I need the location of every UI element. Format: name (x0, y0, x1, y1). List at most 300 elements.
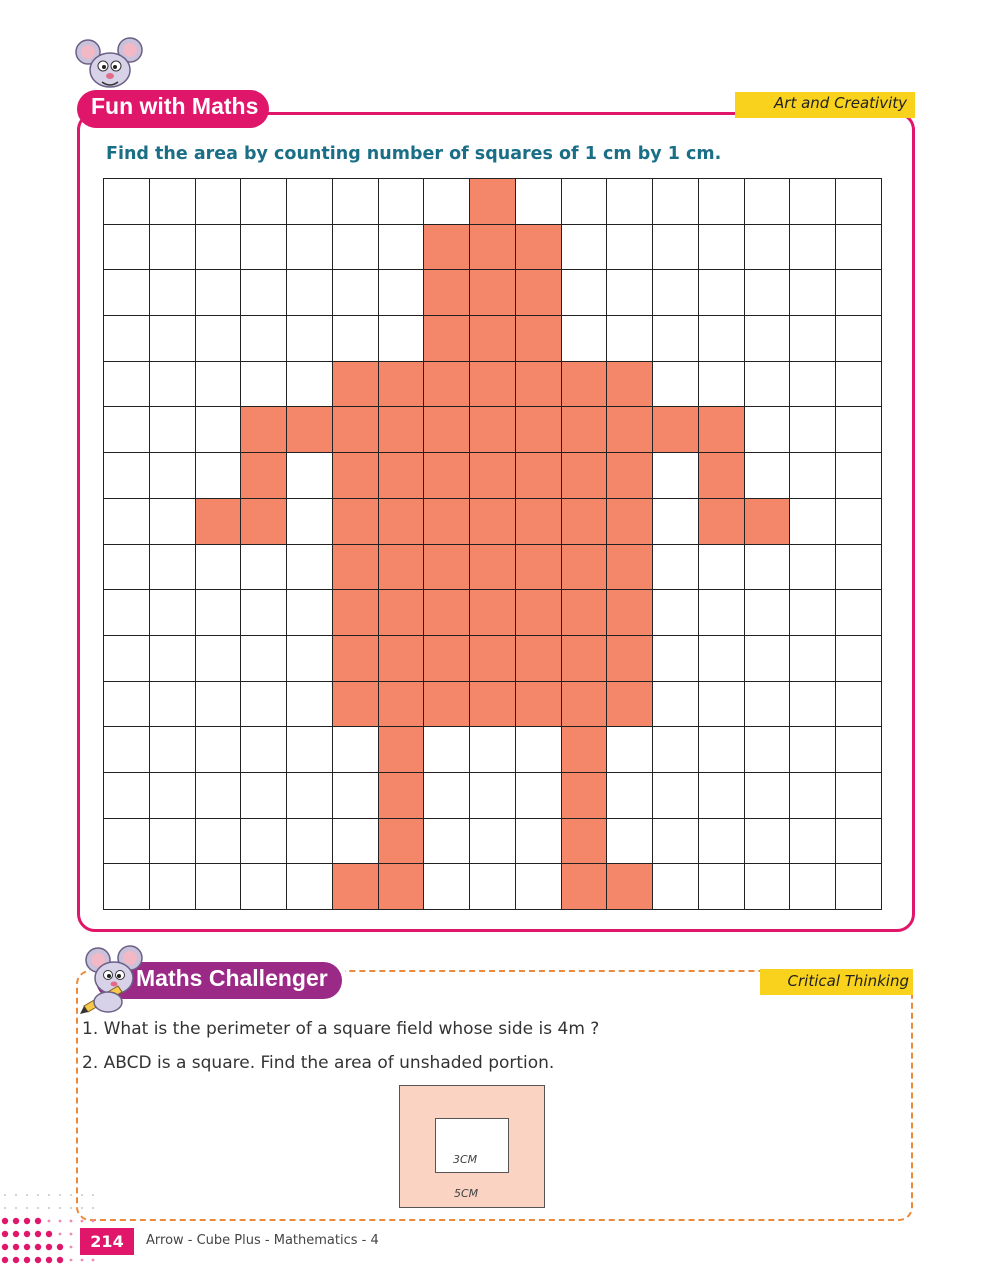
grid-cell (287, 179, 333, 225)
shaded-grid-cell (516, 316, 562, 362)
shaded-grid-cell (333, 682, 379, 728)
grid-cell (241, 682, 287, 728)
shaded-grid-cell (379, 727, 425, 773)
grid-cell (653, 682, 699, 728)
shaded-grid-cell (745, 499, 791, 545)
shaded-grid-cell (562, 727, 608, 773)
grid-cell (562, 179, 608, 225)
grid-cell (607, 316, 653, 362)
grid-cell (699, 819, 745, 865)
grid-cell (196, 316, 242, 362)
grid-cell (287, 819, 333, 865)
grid-cell (104, 316, 150, 362)
shaded-grid-cell (470, 453, 516, 499)
grid-cell (424, 864, 470, 910)
grid-cell (790, 362, 836, 408)
shaded-grid-cell (424, 225, 470, 271)
grid-cell (653, 179, 699, 225)
ch-tag-text: Critical Thinking (787, 972, 909, 990)
decor-dot (37, 1207, 39, 1209)
grid-cell (516, 864, 562, 910)
shaded-grid-cell (333, 636, 379, 682)
outer-square-label: 5CM (454, 1187, 479, 1200)
decor-dot (4, 1194, 6, 1196)
shaded-grid-cell (379, 590, 425, 636)
grid-cell (699, 590, 745, 636)
grid-cell (745, 179, 791, 225)
grid-cell (790, 316, 836, 362)
grid-cell (562, 316, 608, 362)
shaded-grid-cell (516, 362, 562, 408)
grid-cell (424, 727, 470, 773)
mouse-mascot-icon (74, 36, 144, 96)
shaded-grid-cell (333, 453, 379, 499)
shaded-grid-cell (607, 407, 653, 453)
grid-cell (150, 270, 196, 316)
shaded-grid-cell (379, 636, 425, 682)
shaded-grid-cell (241, 453, 287, 499)
decor-dot (35, 1231, 41, 1237)
decor-dot (81, 1194, 83, 1196)
decor-dot (59, 1207, 61, 1209)
grid-cell (653, 545, 699, 591)
shaded-grid-cell (333, 407, 379, 453)
shaded-grid-cell (379, 545, 425, 591)
decor-dot (46, 1231, 52, 1237)
decor-dot (2, 1257, 8, 1263)
grid-cell (287, 225, 333, 271)
shaded-grid-cell (470, 316, 516, 362)
grid-cell (790, 773, 836, 819)
grid-cell (836, 864, 882, 910)
grid-cell (836, 316, 882, 362)
decor-dot (15, 1194, 17, 1196)
decor-dot (81, 1259, 84, 1262)
grid-cell (653, 773, 699, 819)
grid-cell (333, 819, 379, 865)
grid-cell (104, 453, 150, 499)
grid-cell (745, 773, 791, 819)
shaded-grid-cell (562, 362, 608, 408)
shaded-grid-cell (653, 407, 699, 453)
grid-cell (653, 316, 699, 362)
grid-cell (836, 270, 882, 316)
grid-cell (836, 590, 882, 636)
grid-cell (836, 682, 882, 728)
grid-cell (607, 727, 653, 773)
decor-dot (70, 1233, 73, 1236)
grid-cell (790, 727, 836, 773)
shaded-grid-cell (607, 864, 653, 910)
shaded-grid-cell (470, 590, 516, 636)
grid-cell (287, 270, 333, 316)
decor-dot (46, 1257, 52, 1263)
shaded-grid-cell (424, 499, 470, 545)
grid-cell (790, 225, 836, 271)
grid-cell (790, 270, 836, 316)
grid-cell (790, 407, 836, 453)
grid-cell (607, 179, 653, 225)
shaded-grid-cell (516, 545, 562, 591)
grid-cell (333, 316, 379, 362)
grid-cell (241, 864, 287, 910)
shaded-grid-cell (516, 590, 562, 636)
grid-cell (104, 407, 150, 453)
grid-cell (104, 225, 150, 271)
grid-cell (104, 682, 150, 728)
shaded-grid-cell (516, 453, 562, 499)
grid-cell (562, 225, 608, 271)
grid-cell (104, 590, 150, 636)
grid-cell (333, 225, 379, 271)
shaded-grid-cell (424, 453, 470, 499)
shaded-grid-cell (607, 545, 653, 591)
grid-cell (470, 727, 516, 773)
grid-cell (562, 270, 608, 316)
decor-dot (35, 1244, 41, 1250)
grid-cell (150, 453, 196, 499)
shaded-grid-cell (379, 682, 425, 728)
grid-cell (196, 727, 242, 773)
decor-dot (4, 1207, 6, 1209)
grid-cell (196, 864, 242, 910)
shaded-grid-cell (470, 225, 516, 271)
shaded-grid-cell (607, 499, 653, 545)
book-title: Arrow - Cube Plus - Mathematics - 4 (146, 1233, 379, 1248)
shaded-grid-cell (333, 499, 379, 545)
decor-dot (81, 1220, 84, 1223)
grid-cell (287, 362, 333, 408)
grid-cell (653, 727, 699, 773)
decor-dot (46, 1244, 52, 1250)
grid-cell (104, 636, 150, 682)
grid-cell (836, 727, 882, 773)
decor-dot (26, 1207, 28, 1209)
decor-dot (59, 1233, 62, 1236)
decor-dot (24, 1257, 30, 1263)
grid-cell (150, 499, 196, 545)
decor-dot (70, 1246, 73, 1249)
grid-cell (699, 636, 745, 682)
decor-dot (24, 1231, 30, 1237)
grid-cell (790, 499, 836, 545)
shaded-grid-cell (424, 316, 470, 362)
decor-dot (26, 1194, 28, 1196)
grid-cell (196, 636, 242, 682)
shaded-grid-cell (470, 682, 516, 728)
shaded-grid-cell (424, 636, 470, 682)
grid-cell (516, 179, 562, 225)
shaded-grid-cell (562, 590, 608, 636)
grid-cell (150, 773, 196, 819)
grid-cell (653, 864, 699, 910)
shaded-grid-cell (607, 453, 653, 499)
grid-cell (836, 636, 882, 682)
grid-cell (333, 270, 379, 316)
grid-cell (241, 590, 287, 636)
grid-cell (333, 727, 379, 773)
shaded-grid-cell (379, 407, 425, 453)
shaded-grid-cell (333, 362, 379, 408)
grid-cell (745, 407, 791, 453)
shaded-grid-cell (379, 773, 425, 819)
shaded-grid-cell (333, 590, 379, 636)
grid-cell (104, 773, 150, 819)
question-2: 2. ABCD is a square. Find the area of unshaded portion. (82, 1053, 555, 1073)
grid-cell (699, 362, 745, 408)
grid-cell (287, 316, 333, 362)
grid-cell (196, 225, 242, 271)
grid-cell (516, 819, 562, 865)
grid-cell (516, 727, 562, 773)
decor-dot (24, 1218, 30, 1224)
page-number: 214 (80, 1228, 134, 1255)
shaded-grid-cell (607, 362, 653, 408)
shaded-grid-cell (333, 864, 379, 910)
grid-cell (699, 270, 745, 316)
grid-cell (333, 179, 379, 225)
grid-cell (104, 727, 150, 773)
shaded-grid-cell (607, 682, 653, 728)
grid-cell (104, 179, 150, 225)
grid-cell (699, 545, 745, 591)
shaded-grid-cell (379, 864, 425, 910)
grid-cell (241, 636, 287, 682)
grid-cell (790, 864, 836, 910)
decor-dot (35, 1218, 41, 1224)
shaded-grid-cell (424, 407, 470, 453)
shaded-grid-cell (516, 270, 562, 316)
grid-question: Find the area by counting number of squares of 1 cm by 1 cm. (106, 144, 722, 164)
grid-cell (104, 819, 150, 865)
grid-cell (699, 225, 745, 271)
shaded-grid-cell (424, 682, 470, 728)
grid-cell (287, 727, 333, 773)
shaded-grid-cell (562, 499, 608, 545)
grid-cell (150, 727, 196, 773)
grid-cell (790, 179, 836, 225)
grid-cell (241, 819, 287, 865)
grid-cell (379, 316, 425, 362)
square-grid (103, 178, 882, 910)
critical-thinking-tag (760, 969, 913, 995)
grid-cell (516, 773, 562, 819)
shaded-grid-cell (424, 362, 470, 408)
shaded-grid-cell (424, 270, 470, 316)
grid-cell (150, 545, 196, 591)
grid-cell (287, 864, 333, 910)
grid-cell (241, 545, 287, 591)
grid-cell (241, 362, 287, 408)
decor-dot (92, 1207, 94, 1209)
art-and-creativity-tag (735, 92, 915, 118)
shaded-grid-cell (562, 773, 608, 819)
grid-cell (607, 225, 653, 271)
shaded-grid-cell (470, 545, 516, 591)
shaded-grid-cell (470, 499, 516, 545)
shaded-grid-cell (287, 407, 333, 453)
shaded-grid-cell (241, 407, 287, 453)
grid-cell (379, 225, 425, 271)
decor-dot (13, 1244, 19, 1250)
grid-cell (333, 773, 379, 819)
grid-cell (150, 225, 196, 271)
shaded-grid-cell (470, 270, 516, 316)
inner-square-label: 3CM (453, 1153, 478, 1166)
grid-cell (745, 590, 791, 636)
decor-dot (13, 1257, 19, 1263)
grid-cell (607, 270, 653, 316)
grid-cell (196, 545, 242, 591)
grid-cell (287, 453, 333, 499)
grid-cell (287, 545, 333, 591)
grid-cell (745, 864, 791, 910)
grid-cell (150, 636, 196, 682)
shaded-grid-cell (241, 499, 287, 545)
decor-dot (59, 1220, 62, 1223)
decor-dot (2, 1244, 8, 1250)
shaded-grid-cell (562, 864, 608, 910)
grid-cell (836, 179, 882, 225)
decor-dot (2, 1218, 8, 1224)
question-1: 1. What is the perimeter of a square field whose side is 4m ? (82, 1019, 600, 1039)
grid-cell (699, 864, 745, 910)
shaded-grid-cell (562, 453, 608, 499)
grid-cell (150, 362, 196, 408)
grid-cell (653, 225, 699, 271)
shaded-grid-cell (699, 499, 745, 545)
shaded-grid-cell (379, 362, 425, 408)
decor-dot (70, 1207, 72, 1209)
grid-cell (836, 773, 882, 819)
grid-cell (836, 819, 882, 865)
grid-cell (241, 316, 287, 362)
shaded-grid-cell (562, 819, 608, 865)
grid-cell (699, 727, 745, 773)
grid-cell (790, 636, 836, 682)
grid-cell (745, 636, 791, 682)
grid-cell (379, 179, 425, 225)
grid-cell (699, 179, 745, 225)
grid-cell (241, 727, 287, 773)
shaded-grid-cell (699, 453, 745, 499)
decor-dot (92, 1194, 94, 1196)
grid-cell (150, 864, 196, 910)
grid-cell (241, 225, 287, 271)
grid-cell (699, 316, 745, 362)
grid-cell (424, 179, 470, 225)
grid-cell (104, 545, 150, 591)
grid-cell (470, 819, 516, 865)
grid-cell (745, 453, 791, 499)
grid-cell (607, 773, 653, 819)
shaded-grid-cell (470, 636, 516, 682)
grid-cell (104, 864, 150, 910)
grid-cell (287, 499, 333, 545)
grid-cell (745, 727, 791, 773)
grid-cell (287, 773, 333, 819)
grid-cell (653, 819, 699, 865)
grid-cell (104, 362, 150, 408)
grid-cell (379, 270, 425, 316)
shaded-grid-cell (699, 407, 745, 453)
grid-cell (150, 179, 196, 225)
grid-cell (745, 270, 791, 316)
shaded-grid-cell (607, 590, 653, 636)
shaded-grid-cell (607, 636, 653, 682)
shaded-grid-cell (424, 545, 470, 591)
shaded-grid-cell (562, 545, 608, 591)
decor-dot (37, 1194, 39, 1196)
grid-cell (287, 636, 333, 682)
grid-cell (790, 590, 836, 636)
decor-dot (92, 1220, 95, 1223)
grid-cell (241, 270, 287, 316)
grid-cell (196, 682, 242, 728)
grid-cell (150, 682, 196, 728)
grid-cell (836, 499, 882, 545)
shaded-grid-cell (516, 682, 562, 728)
shaded-grid-cell (516, 636, 562, 682)
decor-dot (24, 1244, 30, 1250)
grid-cell (196, 819, 242, 865)
grid-cell (745, 819, 791, 865)
grid-cell (653, 590, 699, 636)
grid-cell (470, 864, 516, 910)
grid-cell (196, 270, 242, 316)
decor-dot (48, 1220, 51, 1223)
shaded-grid-cell (379, 819, 425, 865)
grid-cell (790, 682, 836, 728)
grid-cell (196, 362, 242, 408)
grid-cell (790, 819, 836, 865)
grid-cell (287, 682, 333, 728)
grid-cell (424, 773, 470, 819)
grid-cell (653, 270, 699, 316)
grid-cell (653, 636, 699, 682)
decor-dot (13, 1218, 19, 1224)
shaded-grid-cell (196, 499, 242, 545)
shaded-grid-cell (562, 682, 608, 728)
shaded-grid-cell (516, 499, 562, 545)
decor-dot (13, 1231, 19, 1237)
grid-cell (836, 225, 882, 271)
decor-dot (48, 1207, 50, 1209)
grid-cell (150, 407, 196, 453)
grid-cell (196, 407, 242, 453)
grid-cell (790, 545, 836, 591)
decor-dot (15, 1207, 17, 1209)
grid-cell (241, 773, 287, 819)
shaded-grid-cell (470, 407, 516, 453)
decor-dot (70, 1259, 73, 1262)
grid-cell (653, 453, 699, 499)
decor-dot (81, 1207, 83, 1209)
grid-cell (241, 179, 287, 225)
grid-cell (607, 819, 653, 865)
shaded-grid-cell (470, 179, 516, 225)
decor-dot (57, 1244, 63, 1250)
grid-cell (699, 773, 745, 819)
decor-dot (35, 1257, 41, 1263)
decor-dot (2, 1231, 8, 1237)
grid-cell (699, 682, 745, 728)
grid-cell (287, 590, 333, 636)
shaded-grid-cell (379, 453, 425, 499)
grid-cell (836, 453, 882, 499)
grid-cell (150, 590, 196, 636)
shaded-grid-cell (516, 407, 562, 453)
